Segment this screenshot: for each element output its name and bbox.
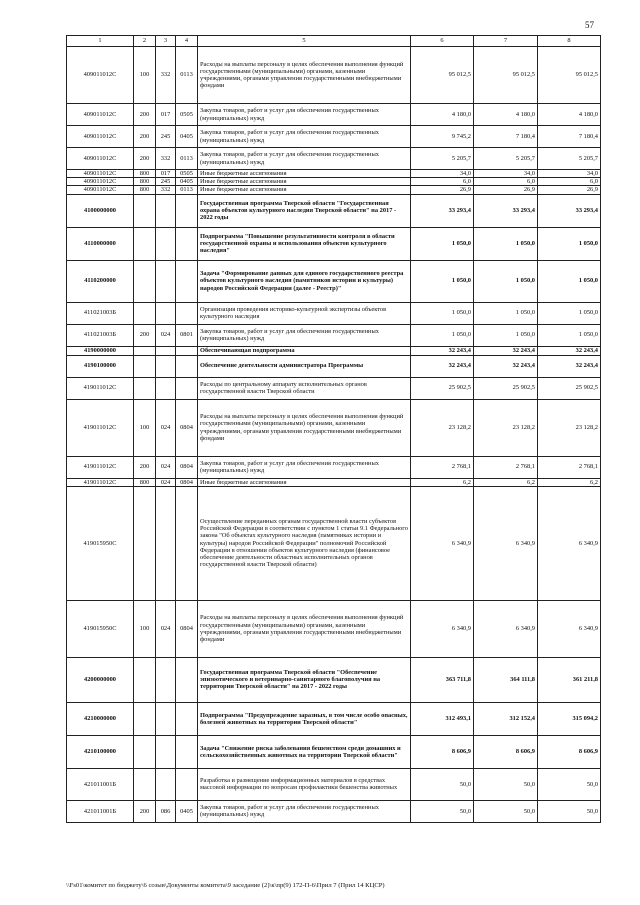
amount-year3-cell: 26,9	[538, 186, 601, 194]
section-cell	[176, 355, 198, 377]
code-cell: 421011001Б	[67, 800, 134, 822]
admin-code-cell	[156, 657, 176, 702]
section-cell	[176, 260, 198, 302]
section-cell: 0113	[176, 186, 198, 194]
section-cell: 0804	[176, 399, 198, 456]
table-row	[67, 768, 601, 800]
amount-year1-cell: 4 180,0	[411, 104, 474, 126]
name-cell: Закупка товаров, работ и услуг для обеспечения государственных (муниципальных) нужд	[198, 456, 411, 478]
expense-type-cell	[134, 735, 156, 768]
amount-year2-cell: 1 050,0	[474, 324, 538, 346]
amount-year2-cell: 8 606,9	[474, 735, 538, 768]
name-cell: Расходы по центральному аппарату исполнительных органов государственной власти Тверской области	[198, 377, 411, 399]
amount-year2-cell: 95 012,5	[474, 47, 538, 104]
section-cell	[176, 657, 198, 702]
admin-code-cell: 024	[156, 600, 176, 657]
amount-year1-cell: 9 745,2	[411, 126, 474, 148]
expense-type-cell: 100	[134, 399, 156, 456]
code-cell: 4200000000	[67, 657, 134, 702]
expense-type-cell: 200	[134, 104, 156, 126]
amount-year2-cell: 1 050,0	[474, 260, 538, 302]
section-cell: 0804	[176, 456, 198, 478]
section-cell: 0505	[176, 170, 198, 178]
expense-type-cell	[134, 260, 156, 302]
table-row	[67, 600, 601, 657]
header-cell: 6	[411, 36, 474, 47]
amount-year1-cell: 25 902,5	[411, 377, 474, 399]
code-cell: 4110200000	[67, 260, 134, 302]
amount-year3-cell: 8 606,9	[538, 735, 601, 768]
expense-type-cell: 200	[134, 126, 156, 148]
amount-year2-cell: 5 205,7	[474, 148, 538, 170]
expense-type-cell	[134, 346, 156, 355]
name-cell: Закупка товаров, работ и услуг для обеспечения государственных (муниципальных) нужд	[198, 324, 411, 346]
name-cell: Организация проведения историко-культурной экспертизы объектов культурного наследия	[198, 302, 411, 324]
section-cell: 0113	[176, 47, 198, 104]
amount-year1-cell: 6 340,9	[411, 486, 474, 600]
expense-type-cell	[134, 702, 156, 735]
code-cell: 409011012С	[67, 104, 134, 126]
section-cell	[176, 346, 198, 355]
section-cell: 0405	[176, 800, 198, 822]
section-cell	[176, 377, 198, 399]
header-cell: 5	[198, 36, 411, 47]
table-row	[67, 355, 601, 377]
expense-type-cell	[134, 355, 156, 377]
admin-code-cell	[156, 194, 176, 227]
table-header-row	[67, 36, 601, 47]
amount-year1-cell: 312 493,1	[411, 702, 474, 735]
admin-code-cell: 332	[156, 186, 176, 194]
header-cell: 4	[176, 36, 198, 47]
admin-code-cell	[156, 355, 176, 377]
admin-code-cell: 332	[156, 47, 176, 104]
table-row	[67, 170, 601, 178]
header-cell: 3	[156, 36, 176, 47]
section-cell: 0405	[176, 178, 198, 186]
code-cell: 419015950С	[67, 600, 134, 657]
table-row	[67, 702, 601, 735]
section-cell	[176, 227, 198, 260]
amount-year3-cell: 25 902,5	[538, 377, 601, 399]
amount-year2-cell: 1 050,0	[474, 227, 538, 260]
amount-year1-cell: 95 012,5	[411, 47, 474, 104]
table-row	[67, 178, 601, 186]
amount-year2-cell: 32 243,4	[474, 355, 538, 377]
amount-year1-cell: 6 340,9	[411, 600, 474, 657]
amount-year2-cell: 33 293,4	[474, 194, 538, 227]
table-row	[67, 735, 601, 768]
section-cell: 0405	[176, 126, 198, 148]
code-cell: 4100000000	[67, 194, 134, 227]
code-cell: 409011012С	[67, 178, 134, 186]
expense-type-cell: 800	[134, 186, 156, 194]
page-number: 57	[585, 20, 594, 30]
admin-code-cell	[156, 486, 176, 600]
code-cell: 419015950С	[67, 486, 134, 600]
table-row	[67, 486, 601, 600]
table-row	[67, 456, 601, 478]
amount-year1-cell: 34,0	[411, 170, 474, 178]
expense-type-cell	[134, 302, 156, 324]
name-cell: Расходы на выплаты персоналу в целях обеспечения выполнения функций государственными (муниципальными) органами, казенными учреждениями, органами управления государственными внебюджетными фондами	[198, 399, 411, 456]
expense-type-cell	[134, 194, 156, 227]
amount-year2-cell: 6,2	[474, 478, 538, 486]
amount-year2-cell: 364 111,8	[474, 657, 538, 702]
amount-year3-cell: 5 205,7	[538, 148, 601, 170]
code-cell: 419011012С	[67, 399, 134, 456]
header-cell: 8	[538, 36, 601, 47]
admin-code-cell	[156, 377, 176, 399]
admin-code-cell: 024	[156, 324, 176, 346]
amount-year2-cell: 34,0	[474, 170, 538, 178]
amount-year1-cell: 32 243,4	[411, 346, 474, 355]
name-cell: Государственная программа Тверской области "Обеспечение эпизоотического и ветеринарно-санитарного благополучия на территории Тверской области" на 2017 - 2022 годы	[198, 657, 411, 702]
code-cell: 409011012С	[67, 170, 134, 178]
admin-code-cell	[156, 735, 176, 768]
amount-year3-cell: 315 094,2	[538, 702, 601, 735]
code-cell: 419011012С	[67, 478, 134, 486]
table-row	[67, 324, 601, 346]
admin-code-cell: 245	[156, 178, 176, 186]
expense-type-cell: 800	[134, 170, 156, 178]
expense-type-cell: 200	[134, 324, 156, 346]
amount-year2-cell: 4 180,0	[474, 104, 538, 126]
expense-type-cell: 100	[134, 600, 156, 657]
name-cell: Задача "Формирование данных для единого государственного реестра объектов культурного наследия (памятников истории и культуры) народов Российской Федерации (далее - Реестр)"	[198, 260, 411, 302]
amount-year1-cell: 8 606,9	[411, 735, 474, 768]
section-cell	[176, 486, 198, 600]
admin-code-cell	[156, 260, 176, 302]
amount-year2-cell: 26,9	[474, 186, 538, 194]
table-row	[67, 227, 601, 260]
header-cell: 2	[134, 36, 156, 47]
admin-code-cell	[156, 302, 176, 324]
admin-code-cell: 017	[156, 170, 176, 178]
name-cell: Обеспечение деятельности администратора Программы	[198, 355, 411, 377]
amount-year3-cell: 1 050,0	[538, 302, 601, 324]
amount-year2-cell: 1 050,0	[474, 302, 538, 324]
table-row	[67, 194, 601, 227]
code-cell: 419011012С	[67, 377, 134, 399]
file-path-footer: \\Fs01\комитет по бюджету\6 созыв\Документы комитета\9 заседание (2)\к\пр(9) 172-П-6\Прил 7 (Прил 14 КЦСР)	[66, 882, 385, 889]
amount-year3-cell: 4 180,0	[538, 104, 601, 126]
section-cell: 0804	[176, 600, 198, 657]
name-cell: Задача "Снижение риска заболевания бешенством среди домашних и сельскохозяйственных животных на территории Тверской области"	[198, 735, 411, 768]
code-cell: 409011012С	[67, 47, 134, 104]
expense-type-cell	[134, 227, 156, 260]
amount-year2-cell: 6 340,9	[474, 486, 538, 600]
amount-year2-cell: 6,0	[474, 178, 538, 186]
code-cell: 4190100000	[67, 355, 134, 377]
amount-year1-cell: 2 768,1	[411, 456, 474, 478]
amount-year2-cell: 6 340,9	[474, 600, 538, 657]
name-cell: Иные бюджетные ассигнования	[198, 178, 411, 186]
header-cell: 1	[67, 36, 134, 47]
table-row	[67, 126, 601, 148]
expense-type-cell: 200	[134, 800, 156, 822]
amount-year3-cell: 23 128,2	[538, 399, 601, 456]
expense-type-cell: 800	[134, 478, 156, 486]
amount-year1-cell: 50,0	[411, 768, 474, 800]
table-row	[67, 399, 601, 456]
section-cell: 0801	[176, 324, 198, 346]
table-row	[67, 377, 601, 399]
table-row	[67, 800, 601, 822]
amount-year3-cell: 32 243,4	[538, 355, 601, 377]
amount-year1-cell: 363 711,8	[411, 657, 474, 702]
expense-type-cell	[134, 657, 156, 702]
amount-year3-cell: 2 768,1	[538, 456, 601, 478]
name-cell: Осуществление переданных органам государственной власти субъектов Российской Федерации в соответствии с пунктом 1 статьи 9.1 Федерального закона "Об объектах культурного наследия (памятниках истории и культуры) народов Российской Федерации" полномочий Российской Федерации в отношении объектов культурного наследия (финансовое обеспечение деятельности областных исполнительных органов государственной власти Тверской области)	[198, 486, 411, 600]
expense-type-cell	[134, 768, 156, 800]
admin-code-cell	[156, 768, 176, 800]
admin-code-cell: 086	[156, 800, 176, 822]
table-row	[67, 478, 601, 486]
name-cell: Государственная программа Тверской области "Государственная охрана объектов культурного наследия Тверской области" на 2017 - 2022 годы	[198, 194, 411, 227]
table-row	[67, 148, 601, 170]
code-cell: 411021003Б	[67, 324, 134, 346]
amount-year1-cell: 6,2	[411, 478, 474, 486]
amount-year3-cell: 6 340,9	[538, 486, 601, 600]
section-cell: 0113	[176, 148, 198, 170]
table-row	[67, 302, 601, 324]
name-cell: Иные бюджетные ассигнования	[198, 478, 411, 486]
amount-year1-cell: 50,0	[411, 800, 474, 822]
amount-year2-cell: 23 128,2	[474, 399, 538, 456]
amount-year3-cell: 7 180,4	[538, 126, 601, 148]
amount-year2-cell: 50,0	[474, 800, 538, 822]
amount-year3-cell: 1 050,0	[538, 260, 601, 302]
amount-year3-cell: 95 012,5	[538, 47, 601, 104]
amount-year3-cell: 361 211,8	[538, 657, 601, 702]
admin-code-cell: 024	[156, 456, 176, 478]
amount-year1-cell: 33 293,4	[411, 194, 474, 227]
amount-year3-cell: 33 293,4	[538, 194, 601, 227]
name-cell: Закупка товаров, работ и услуг для обеспечения государственных (муниципальных) нужд	[198, 104, 411, 126]
name-cell: Иные бюджетные ассигнования	[198, 170, 411, 178]
amount-year3-cell: 50,0	[538, 800, 601, 822]
amount-year1-cell: 26,9	[411, 186, 474, 194]
admin-code-cell	[156, 702, 176, 735]
admin-code-cell: 024	[156, 478, 176, 486]
amount-year2-cell: 7 180,4	[474, 126, 538, 148]
amount-year3-cell: 1 050,0	[538, 324, 601, 346]
code-cell: 4110000000	[67, 227, 134, 260]
amount-year2-cell: 2 768,1	[474, 456, 538, 478]
admin-code-cell: 017	[156, 104, 176, 126]
code-cell: 409011012С	[67, 186, 134, 194]
amount-year1-cell: 32 243,4	[411, 355, 474, 377]
code-cell: 4210000000	[67, 702, 134, 735]
amount-year2-cell: 32 243,4	[474, 346, 538, 355]
expense-type-cell	[134, 377, 156, 399]
table-row	[67, 104, 601, 126]
admin-code-cell: 332	[156, 148, 176, 170]
name-cell: Закупка товаров, работ и услуг для обеспечения государственных (муниципальных) нужд	[198, 800, 411, 822]
section-cell	[176, 768, 198, 800]
amount-year2-cell: 50,0	[474, 768, 538, 800]
code-cell: 4210100000	[67, 735, 134, 768]
section-cell	[176, 194, 198, 227]
name-cell: Подпрограмма "Предупреждение заразных, в том числе особо опасных, болезней животных на территории Тверской области"	[198, 702, 411, 735]
code-cell: 409011012С	[67, 126, 134, 148]
header-cell: 7	[474, 36, 538, 47]
name-cell: Расходы на выплаты персоналу в целях обеспечения выполнения функций государственными (муниципальными) органами, казенными учреждениями, органами управления государственными внебюджетными фондами	[198, 47, 411, 104]
amount-year3-cell: 6 340,9	[538, 600, 601, 657]
amount-year3-cell: 32 243,4	[538, 346, 601, 355]
name-cell: Подпрограмма "Повышение результативности контроля в области государственной охраны и использования объектов культурного наследия"	[198, 227, 411, 260]
amount-year1-cell: 6,0	[411, 178, 474, 186]
amount-year1-cell: 1 050,0	[411, 302, 474, 324]
name-cell: Иные бюджетные ассигнования	[198, 186, 411, 194]
admin-code-cell	[156, 227, 176, 260]
amount-year3-cell: 34,0	[538, 170, 601, 178]
section-cell	[176, 702, 198, 735]
name-cell: Разработка и размещение информационных материалов в средствах массовой информации по вопросам профилактики бешенства животных	[198, 768, 411, 800]
table-row	[67, 657, 601, 702]
expense-type-cell	[134, 486, 156, 600]
admin-code-cell: 024	[156, 399, 176, 456]
name-cell: Закупка товаров, работ и услуг для обеспечения государственных (муниципальных) нужд	[198, 126, 411, 148]
name-cell: Расходы на выплаты персоналу в целях обеспечения выполнения функций государственными (муниципальными) органами, казенными учреждениями, органами управления государственными внебюджетными фондами	[198, 600, 411, 657]
name-cell: Закупка товаров, работ и услуг для обеспечения государственных (муниципальных) нужд	[198, 148, 411, 170]
budget-table	[66, 35, 601, 823]
admin-code-cell: 245	[156, 126, 176, 148]
admin-code-cell	[156, 346, 176, 355]
code-cell: 409011012С	[67, 148, 134, 170]
expense-type-cell: 200	[134, 456, 156, 478]
amount-year3-cell: 1 050,0	[538, 227, 601, 260]
table-row	[67, 47, 601, 104]
expense-type-cell: 800	[134, 178, 156, 186]
amount-year1-cell: 1 050,0	[411, 227, 474, 260]
expense-type-cell: 100	[134, 47, 156, 104]
amount-year1-cell: 5 205,7	[411, 148, 474, 170]
amount-year3-cell: 50,0	[538, 768, 601, 800]
code-cell: 4190000000	[67, 346, 134, 355]
code-cell: 421011001Б	[67, 768, 134, 800]
amount-year1-cell: 1 050,0	[411, 324, 474, 346]
amount-year2-cell: 25 902,5	[474, 377, 538, 399]
section-cell: 0505	[176, 104, 198, 126]
table-row	[67, 186, 601, 194]
amount-year3-cell: 6,2	[538, 478, 601, 486]
code-cell: 411021003Б	[67, 302, 134, 324]
section-cell: 0804	[176, 478, 198, 486]
table-row	[67, 260, 601, 302]
amount-year1-cell: 23 128,2	[411, 399, 474, 456]
code-cell: 419011012С	[67, 456, 134, 478]
table-row	[67, 346, 601, 355]
amount-year1-cell: 1 050,0	[411, 260, 474, 302]
amount-year2-cell: 312 152,4	[474, 702, 538, 735]
amount-year3-cell: 6,0	[538, 178, 601, 186]
name-cell: Обеспечивающая подпрограмма	[198, 346, 411, 355]
section-cell	[176, 302, 198, 324]
expense-type-cell: 200	[134, 148, 156, 170]
section-cell	[176, 735, 198, 768]
